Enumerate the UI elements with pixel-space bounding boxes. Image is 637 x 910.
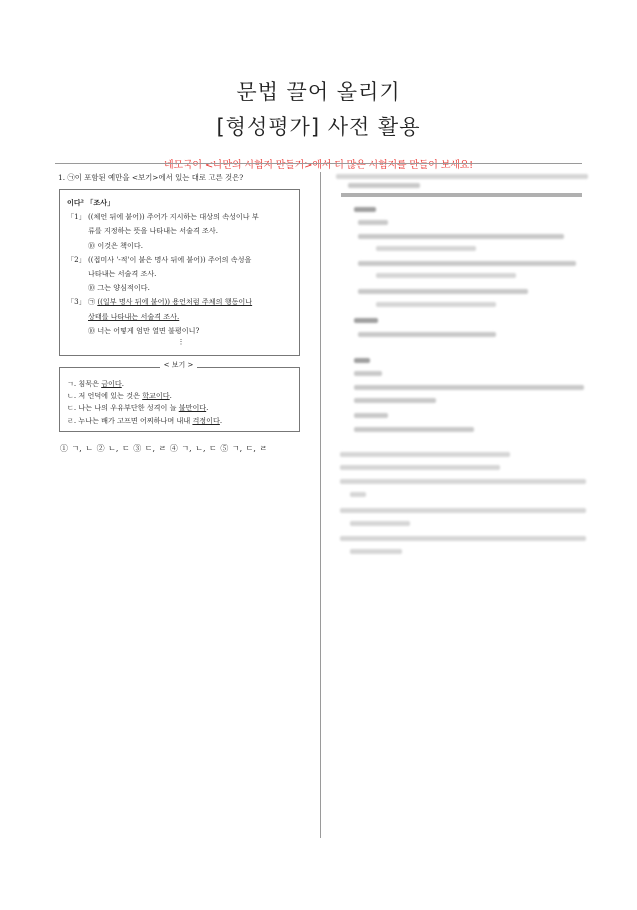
sense-3-line-2: 상태를 나타내는 서술격 조사. bbox=[88, 311, 180, 321]
bogi-item: ㄴ. 저 언덕에 있는 것은 학교이다. bbox=[67, 391, 172, 401]
bogi-box bbox=[59, 367, 300, 432]
left-column bbox=[58, 172, 306, 453]
sense-1-line-2: 류를 지정하는 뜻을 나타내는 서술격 조사. bbox=[88, 226, 219, 236]
question-stem: 1. ㉠이 포함된 예만을 <보기>에서 있는 대로 고른 것은? bbox=[58, 173, 244, 182]
dictionary-box bbox=[59, 189, 300, 356]
sense-2-example: ⑩ 그는 양심적이다. bbox=[88, 283, 150, 293]
blurred-rule bbox=[341, 193, 582, 197]
sense-3-example: ⑩ 너는 어떻게 엄만 열면 불평이니? bbox=[88, 325, 200, 335]
sense-1-example: ⑩ 이것은 책이다. bbox=[88, 240, 143, 250]
bogi-item: ㄷ. 나는 나의 우유부단한 성격이 늘 불만이다. bbox=[67, 403, 209, 413]
page-subtitle: [형성평가] 사전 활용 bbox=[216, 115, 421, 139]
sense-2-line-1: 「2」 ((접미사 '-적'이 붙은 명사 뒤에 붙어)) 주어의 속성을 bbox=[67, 254, 252, 264]
bogi-item: ㄱ. 침묵은 금이다. bbox=[67, 379, 125, 388]
bogi-item: ㄹ. 누나는 배가 고프면 어찌하나며 내내 걱정이다. bbox=[67, 415, 223, 425]
sense-2-line-2: 나타내는 서술격 조사. bbox=[88, 269, 157, 279]
sense-3-line-1: 「3」 ㉠ ((일부 명사 뒤에 붙어)) 용언처럼 주체의 행동이나 bbox=[67, 297, 253, 307]
column-divider bbox=[320, 172, 321, 838]
page-title: 문법 끌어 올리기 bbox=[236, 80, 401, 104]
promo-notice: 네모국어 <나만의 시험지 만들기>에서 더 많은 시험지를 만들어 보세요! bbox=[164, 160, 473, 171]
header bbox=[0, 78, 637, 171]
ellipsis: ⋮ bbox=[177, 337, 185, 347]
target-marker: ㉠ bbox=[87, 297, 96, 307]
header-divider bbox=[55, 163, 582, 164]
blurred-text-block bbox=[336, 172, 588, 572]
answer-choices: ① ㄱ, ㄴ ② ㄴ, ㄷ ③ ㄷ, ㄹ ④ ㄱ, ㄴ, ㄷ ⑤ ㄱ, ㄷ, ㄹ bbox=[60, 444, 268, 453]
dictionary-headword: 이다² 「조사」 bbox=[67, 198, 115, 207]
bogi-label: < 보기 > bbox=[58, 360, 299, 370]
sense-1-line-1: 「1」 ((체언 뒤에 붙어)) 주어가 지시하는 대상의 속성이나 부 bbox=[67, 212, 259, 222]
